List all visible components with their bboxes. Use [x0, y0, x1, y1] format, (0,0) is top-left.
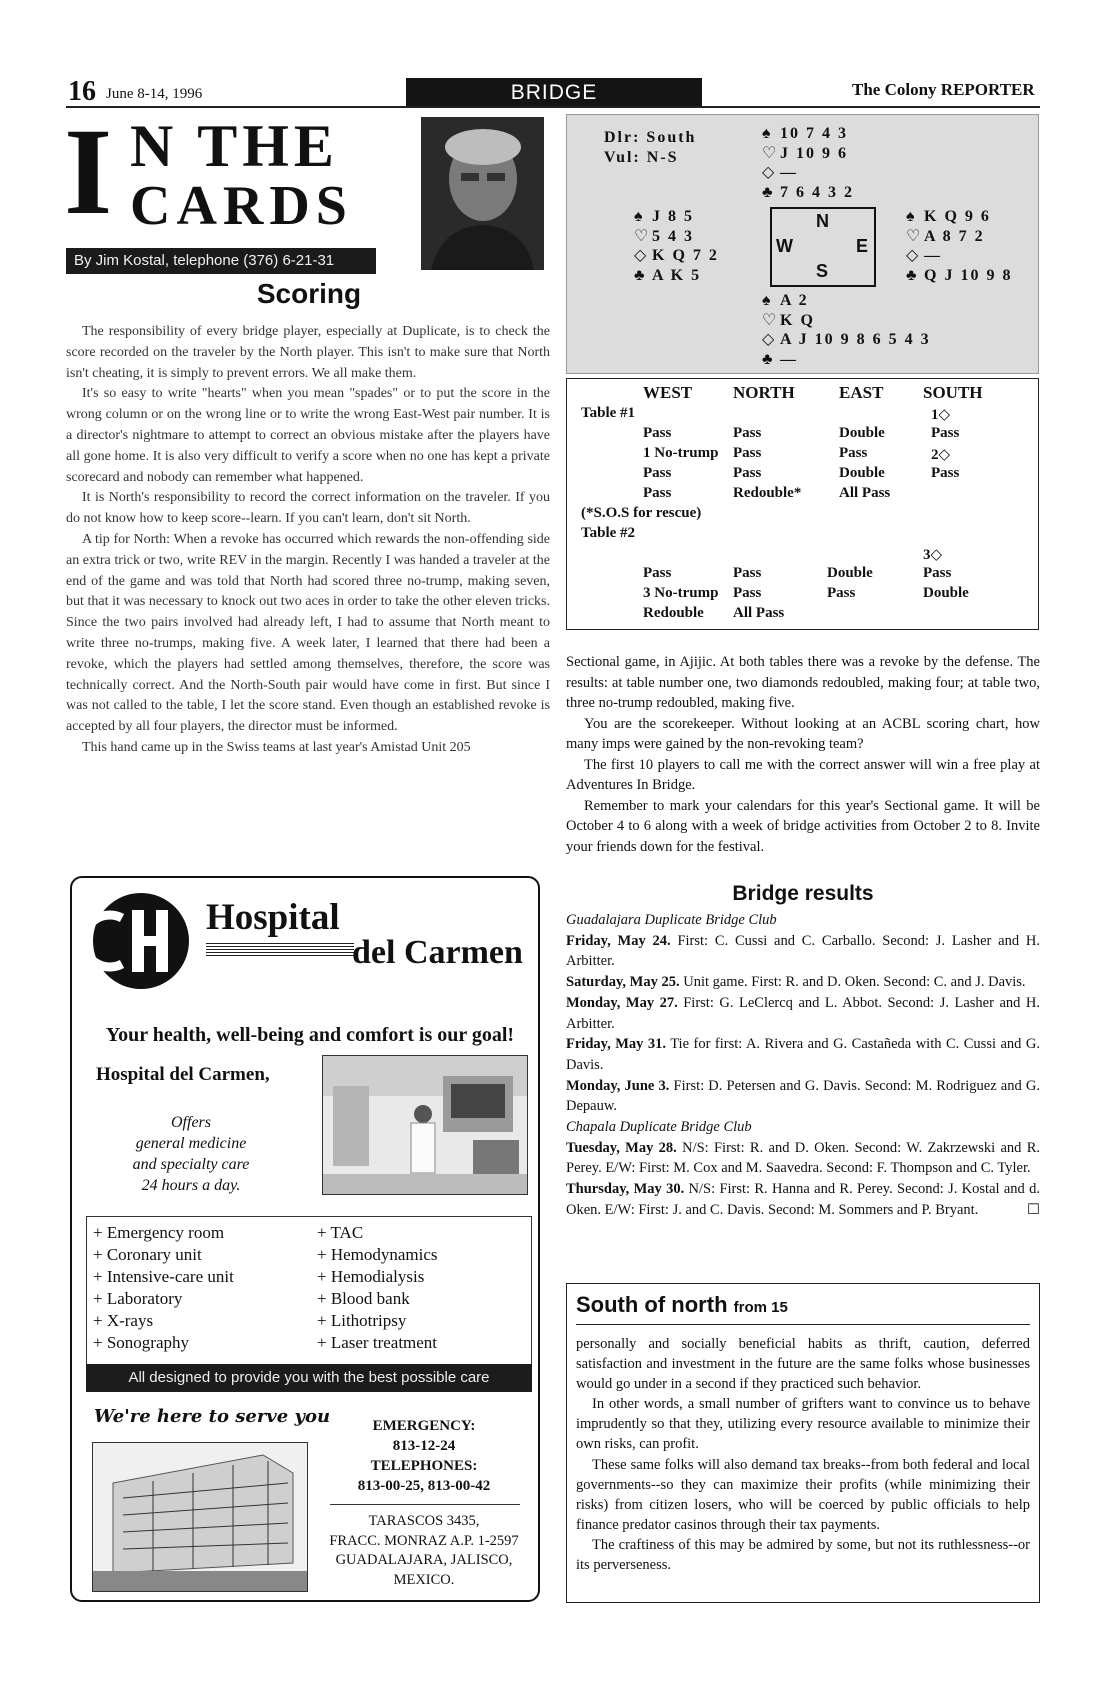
continuation-title [576, 1292, 788, 1318]
service-item: + Blood bank [317, 1289, 410, 1308]
ad-offers-line: 24 hours a day. [141, 1177, 241, 1194]
south-diamonds: A J 10 9 8 6 5 4 3 [780, 331, 931, 348]
header-rule [66, 106, 1040, 108]
continuation-paragraph: personally and socially beneficial habits as thrift, caution, deferred satisfaction and investment in the future are the same folks whose businesses would go under in a second if they practiced such behavior. [576, 1336, 1030, 1393]
article-title: Scoring [256, 278, 362, 309]
auction-call: Double [839, 465, 885, 481]
article-paragraph: This hand came up in the Swiss teams at last year's Amistad Unit 205 [82, 739, 471, 755]
hearts-icon: ♡ [762, 144, 777, 162]
auction-call: Pass [733, 465, 762, 481]
south-clubs: — [780, 350, 798, 368]
compass-box [770, 207, 876, 287]
auction-call: Pass [733, 565, 762, 581]
north-hearts: J 10 9 6 [780, 144, 848, 162]
north-diamonds: — [780, 164, 798, 181]
west-hearts: 5 4 3 [652, 227, 694, 245]
address-line: TARASCOS 3435, [368, 1513, 480, 1529]
continuation-from: from 15 [733, 1299, 788, 1316]
auction-footnote: (*S.O.S for rescue) [581, 505, 702, 521]
auction-call: Double [827, 565, 873, 581]
clubs-icon: ♣ [762, 350, 773, 368]
ad-serve-slogan: We're here to serve you [94, 1406, 331, 1427]
south-spades: A 2 [780, 292, 809, 309]
east-diamonds: — [924, 247, 942, 264]
auction-call: 3◇ [923, 547, 943, 563]
results-title: Bridge results [732, 882, 874, 905]
results-text: First: G. LeClercq and L. Abbot. Second: J. Lasher and H. Arbitter. [566, 994, 1040, 1032]
ad-slogan: Your health, well-being and comfort is our goal! [105, 1024, 515, 1046]
auction-call: Redouble [643, 605, 704, 621]
auction-call: 3 No-trump [643, 585, 719, 601]
results-date: Thursday, May 30. [566, 1181, 685, 1198]
service-item: + Laser treatment [317, 1333, 438, 1352]
results-date: Monday, May 27. [566, 994, 678, 1011]
compass-north: N [816, 211, 829, 231]
results-text: N/S: First: R. Hanna and R. Perey. Second: J. Kostal and d. Oken. E/W: First: J. and C. Davis. Second: M. Sommers and P. Bryant. [566, 1181, 1040, 1218]
discussion-paragraph: Remember to mark your calendars for this year's Sectional game. It will be October 4 to 6 along with a week of bridge activities from October 2 to 8. Invite your friends down for the festival. [566, 797, 1040, 855]
column-title-line1: N THE [130, 113, 339, 179]
results-date: Friday, May 24. [566, 932, 671, 949]
issue-date: June 8-14, 1996 [106, 86, 203, 102]
north-hand [762, 124, 854, 202]
auction-call: Pass [643, 425, 672, 441]
results-date: Tuesday, May 28. [566, 1139, 677, 1156]
section-banner: BRIDGE [406, 78, 702, 108]
auction-header-south: SOUTH [923, 383, 983, 402]
auction-call: Pass [733, 445, 762, 461]
end-mark-icon: ☐ [1027, 1201, 1040, 1218]
table1-label: Table #1 [581, 405, 636, 421]
deal-discussion [566, 652, 1040, 857]
results-date: Friday, May 31. [566, 1036, 666, 1053]
ad-lab-photo [322, 1055, 528, 1195]
diamonds-icon: ◇ [762, 164, 775, 181]
service-item: + X-rays [93, 1311, 154, 1330]
service-item: + Laboratory [93, 1289, 183, 1308]
results-date: Saturday, May 25. [566, 974, 680, 991]
west-diamonds: K Q 7 2 [652, 247, 719, 264]
ad-name-line2: del Carmen [352, 934, 523, 971]
auction-call: Pass [733, 425, 762, 441]
compass-south: S [816, 261, 829, 281]
results-text: N/S: First: R. and D. Oken. Second: W. Zakrzewski and R. Perey. E/W: First: M. Cox and M. Saavedra. Second: F. Thompson and C. Tyler. [566, 1139, 1040, 1177]
table2-label: Table #2 [581, 525, 636, 541]
results-entry [566, 1179, 1040, 1220]
continuation-paragraph: The craftiness of this may be admired by some, but not its ruthlessness--or its perverseness. [576, 1536, 1030, 1574]
results-text: Unit game. First: R. and D. Oken. Second: C. and J. Davis. [679, 974, 1026, 991]
service-item: + Coronary unit [93, 1245, 202, 1264]
auction-call: 2◇ [931, 447, 951, 463]
diamonds-icon: ◇ [634, 247, 647, 264]
auction-call: Pass [839, 445, 868, 461]
compass-east: E [856, 236, 869, 256]
ad-hospital-name: Hospital del Carmen, [96, 1064, 270, 1085]
compass-west: W [776, 236, 793, 256]
ad-contact [312, 1416, 536, 1496]
clubs-icon: ♣ [906, 266, 917, 284]
article-paragraph: The responsibility of every bridge player, especially at Duplicate, is to check the score recorded on the traveler by the North player. This isn't to make sure that North isn't cheating, it is simply to prevent errors. We all make them. [66, 324, 550, 381]
service-item: + Hemodialysis [317, 1267, 425, 1286]
auction-header-east: EAST [839, 383, 884, 402]
page-number: 16 [68, 76, 96, 107]
continuation-paragraph: These same folks will also demand tax breaks--from both federal and local governments--so they can maximize their profits (while minimizing their risks) from citizen losers, who will be coerced by public officials to help finance predator casinos through their tax payments. [576, 1456, 1030, 1533]
ad-contact-rule [330, 1504, 520, 1505]
continuation-title-text: South of north [576, 1292, 728, 1317]
results-entry [566, 1138, 1040, 1179]
continuation-body [576, 1334, 1030, 1575]
ad-offers [96, 1112, 286, 1196]
auction-call: Pass [931, 425, 960, 441]
ad-address [312, 1512, 536, 1590]
address-line: GUADALAJARA, JALISCO, [335, 1552, 513, 1568]
east-clubs: Q J 10 9 8 [924, 266, 1013, 284]
service-item: + Hemodynamics [317, 1245, 438, 1264]
auction-call: Redouble* [733, 485, 802, 501]
north-clubs: 7 6 4 3 2 [780, 183, 854, 201]
emergency-number: 813-12-24 [392, 1438, 456, 1454]
service-item: + Sonography [93, 1333, 189, 1352]
ad-offers-line: Offers [171, 1114, 211, 1131]
results-entry [566, 993, 1040, 1034]
east-hearts: A 8 7 2 [924, 227, 985, 245]
article-paragraph: It's so easy to write "hearts" when you mean "spades" or to put the score in the wrong column or on the wrong line or to write the wrong East-West pair number. It is a director's nightmare to attempt to correct an obvious mistake after the players have all gone home. It is also very difficult to verify a score when no one has kept a private scorecard and nobody can remember what happened. [66, 386, 550, 485]
ad-offers-line: and specialty care [132, 1156, 250, 1173]
emergency-label: EMERGENCY: [372, 1418, 476, 1434]
auction-call: Pass [923, 565, 952, 581]
hearts-icon: ♡ [762, 311, 777, 329]
ad-building-photo [92, 1442, 308, 1592]
results-club: Guadalajara Duplicate Bridge Club [566, 912, 777, 928]
auction-call: Pass [733, 585, 762, 601]
ad-name-line1: Hospital [206, 897, 340, 938]
auction-call: All Pass [733, 605, 785, 621]
column-title-line2: CARDS [130, 175, 353, 237]
hearts-icon: ♡ [634, 227, 649, 245]
telephones-label: TELEPHONES: [370, 1458, 478, 1474]
auction-call: 1 No-trump [643, 445, 719, 461]
service-item: + Emergency room [93, 1223, 225, 1242]
clubs-icon: ♣ [634, 266, 645, 284]
address-line: FRACC. MONRAZ A.P. 1-2597 [329, 1532, 519, 1549]
results-entry [566, 1034, 1040, 1075]
auction-call: Pass [643, 565, 672, 581]
discussion-paragraph: Sectional game, in Ajijic. At both tables there was a revoke by the defense. The results: at table number one, two diamonds redoubled, making four; at table two, three no-trump redoubled, making five. [566, 654, 1040, 711]
article-paragraph: A tip for North: When a revoke has occurred which rewards the non-offending side an extra trick or two, write REV in the margin. Recently I was handed a traveler at the end of the game and was told that North had scored three no-trump, making seven, but that it was necessary to knock out two aces in order to take the other eleven tricks. Since the two pairs involved had already left, I had to assume that North meant to write three no-trumps, making five. A week later, I learned that there had been a revoke, which the players had settled among themselves, therefore, the score was technically correct. And the North-South pair would have come in first. But since I was not called to the table, I let the score stand. Even though an established revoke is accepted by all four players, the director must be informed. [66, 531, 550, 735]
vulnerability-label: Vul: N-S [604, 149, 679, 166]
results-club: Chapala Duplicate Bridge Club [566, 1119, 752, 1136]
spades-icon: ♠ [762, 292, 771, 309]
auction-table [566, 378, 1039, 630]
auction-header-north: NORTH [733, 383, 795, 402]
auction-call: Pass [827, 585, 856, 601]
service-item: + Intensive-care unit [93, 1267, 234, 1286]
ad-offers-line: general medicine [135, 1135, 247, 1152]
discussion-paragraph: You are the scorekeeper. Without looking at an ACBL scoring chart, how many imps were gained by the non-revoking team? [566, 715, 1040, 752]
spades-icon: ♠ [906, 208, 915, 225]
service-item: + Lithotripsy [317, 1311, 407, 1330]
dealer-label: Dlr: South [604, 129, 697, 146]
hospital-logo-icon [92, 892, 190, 990]
address-line: MEXICO. [393, 1571, 455, 1588]
title-initial: I [64, 103, 113, 240]
ad-banner: All designed to provide you with the best possible care [86, 1364, 532, 1392]
results-entry [566, 931, 1040, 972]
east-spades: K Q 9 6 [924, 208, 991, 225]
west-clubs: A K 5 [652, 266, 702, 284]
hearts-icon: ♡ [906, 227, 921, 245]
continuation-rule [576, 1324, 1030, 1325]
results-text: First: C. Cussi and C. Carballo. Second: J. Lasher and H. Arbitter. [566, 932, 1040, 970]
west-spades: J 8 5 [652, 208, 694, 225]
spades-icon: ♠ [634, 208, 643, 225]
north-spades: 10 7 4 3 [780, 125, 848, 142]
results-entry [566, 972, 1040, 993]
discussion-paragraph: The first 10 players to call me with the correct answer will win a free play at Adventures In Bridge. [566, 756, 1040, 793]
byline: By Jim Kostal, telephone (376) 6-21-31 [66, 248, 376, 274]
south-hearts: K Q [780, 311, 815, 329]
results-date: Monday, June 3. [566, 1077, 670, 1094]
south-hand [762, 291, 931, 369]
ad-stripes [206, 942, 354, 956]
auction-call: Pass [931, 465, 960, 481]
east-hand [906, 207, 1012, 285]
auction-call: 1◇ [931, 407, 951, 423]
clubs-icon: ♣ [762, 183, 773, 201]
auction-call: Double [923, 585, 969, 601]
results-text: First: D. Petersen and G. Davis. Second: M. Rodriguez and G. Depauw. [566, 1077, 1040, 1115]
author-photo [421, 117, 544, 270]
paper-name: The Colony REPORTER [852, 80, 1035, 99]
results-text: Tie for first: A. Rivera and G. Castañeda with C. Cussi and G. Davis. [566, 1036, 1040, 1073]
diamonds-icon: ◇ [762, 331, 775, 348]
auction-call: All Pass [839, 485, 891, 501]
spades-icon: ♠ [762, 125, 771, 142]
telephones-numbers: 813-00-25, 813-00-42 [357, 1478, 491, 1494]
service-item: + TAC [317, 1223, 364, 1242]
auction-call: Pass [643, 465, 672, 481]
auction-call: Double [839, 425, 885, 441]
results-entry [566, 1076, 1040, 1117]
auction-call: Pass [643, 485, 672, 501]
west-hand [634, 207, 719, 285]
article-body [66, 322, 550, 759]
diamonds-icon: ◇ [906, 247, 919, 264]
auction-header-west: WEST [643, 383, 693, 402]
continuation-paragraph: In other words, a small number of grifters want to convince us to behave imprudently so that they, utilizing every resource available to minimize their own risks, can profit. [576, 1396, 1030, 1453]
results-list [566, 910, 1040, 1221]
article-paragraph: It is North's responsibility to record the correct information on the traveler. If you do not know how to keep score--learn. If you can't learn, don't sit North. [66, 490, 550, 527]
